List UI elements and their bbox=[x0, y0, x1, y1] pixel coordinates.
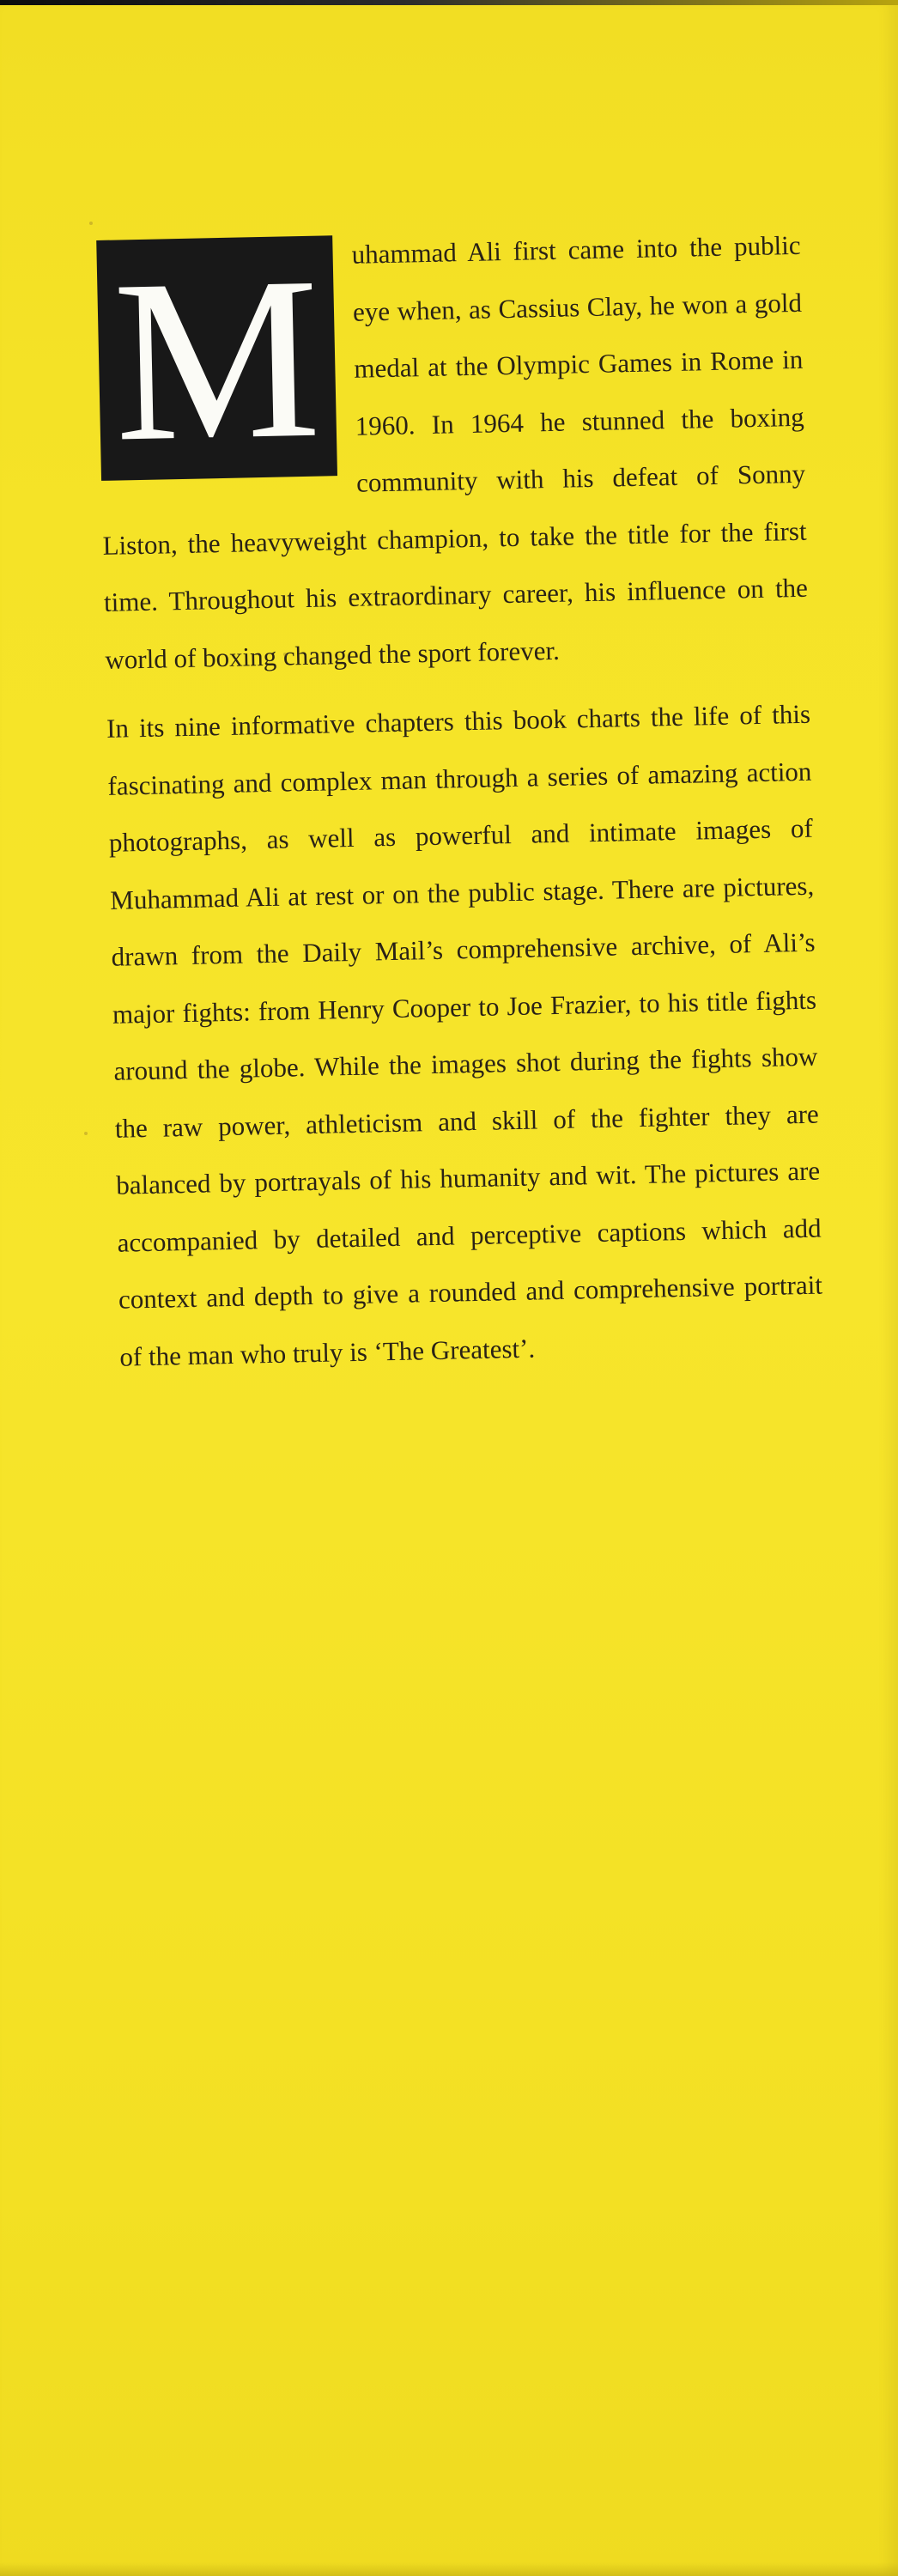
top-edge-strip bbox=[0, 0, 898, 5]
paragraph-introduction-text: uhammad Ali first came into the public eye when, as Cassius Clay, he won a gold medal at the Olympic Games in Rome in 1960. In 1964 he stunned the boxing community with his defeat of Sonny Liston, the heavyweight champion, to take the title for the first time. Throughout his extraordinary career, his influence on the world of boxing changed the sport forever. bbox=[102, 229, 809, 675]
paragraph-introduction bbox=[96, 217, 810, 689]
drop-cap-letter: M bbox=[111, 228, 323, 490]
paragraph-book-description: In its nine informative chapters this book charts the life of this fascinating and complex man through a series of amazing action photographs, as well as powerful and intimate images of Muhammad Ali at rest or on the public stage. There are pictures, drawn from the Daily Mail’s comprehensive archive, of Ali’s major fights: from Henry Cooper to Joe Frazier, to his title fights around the globe. While the images shot during the fights show the raw power, athleticism and skill of the fighter they are balanced by portrayals of his humanity and wit. The pictures are accompanied by detailed and perceptive captions which add context and depth to give a rounded and comprehensive portrait of the man who truly is ‘The Greatest’. bbox=[106, 698, 823, 1372]
bottom-edge-shadow bbox=[0, 2562, 898, 2576]
drop-cap-box bbox=[96, 228, 337, 490]
blurb-text-block bbox=[96, 217, 824, 1386]
paper-speck bbox=[84, 1132, 88, 1135]
paper-speck bbox=[283, 653, 287, 656]
paper-speck bbox=[89, 222, 93, 225]
